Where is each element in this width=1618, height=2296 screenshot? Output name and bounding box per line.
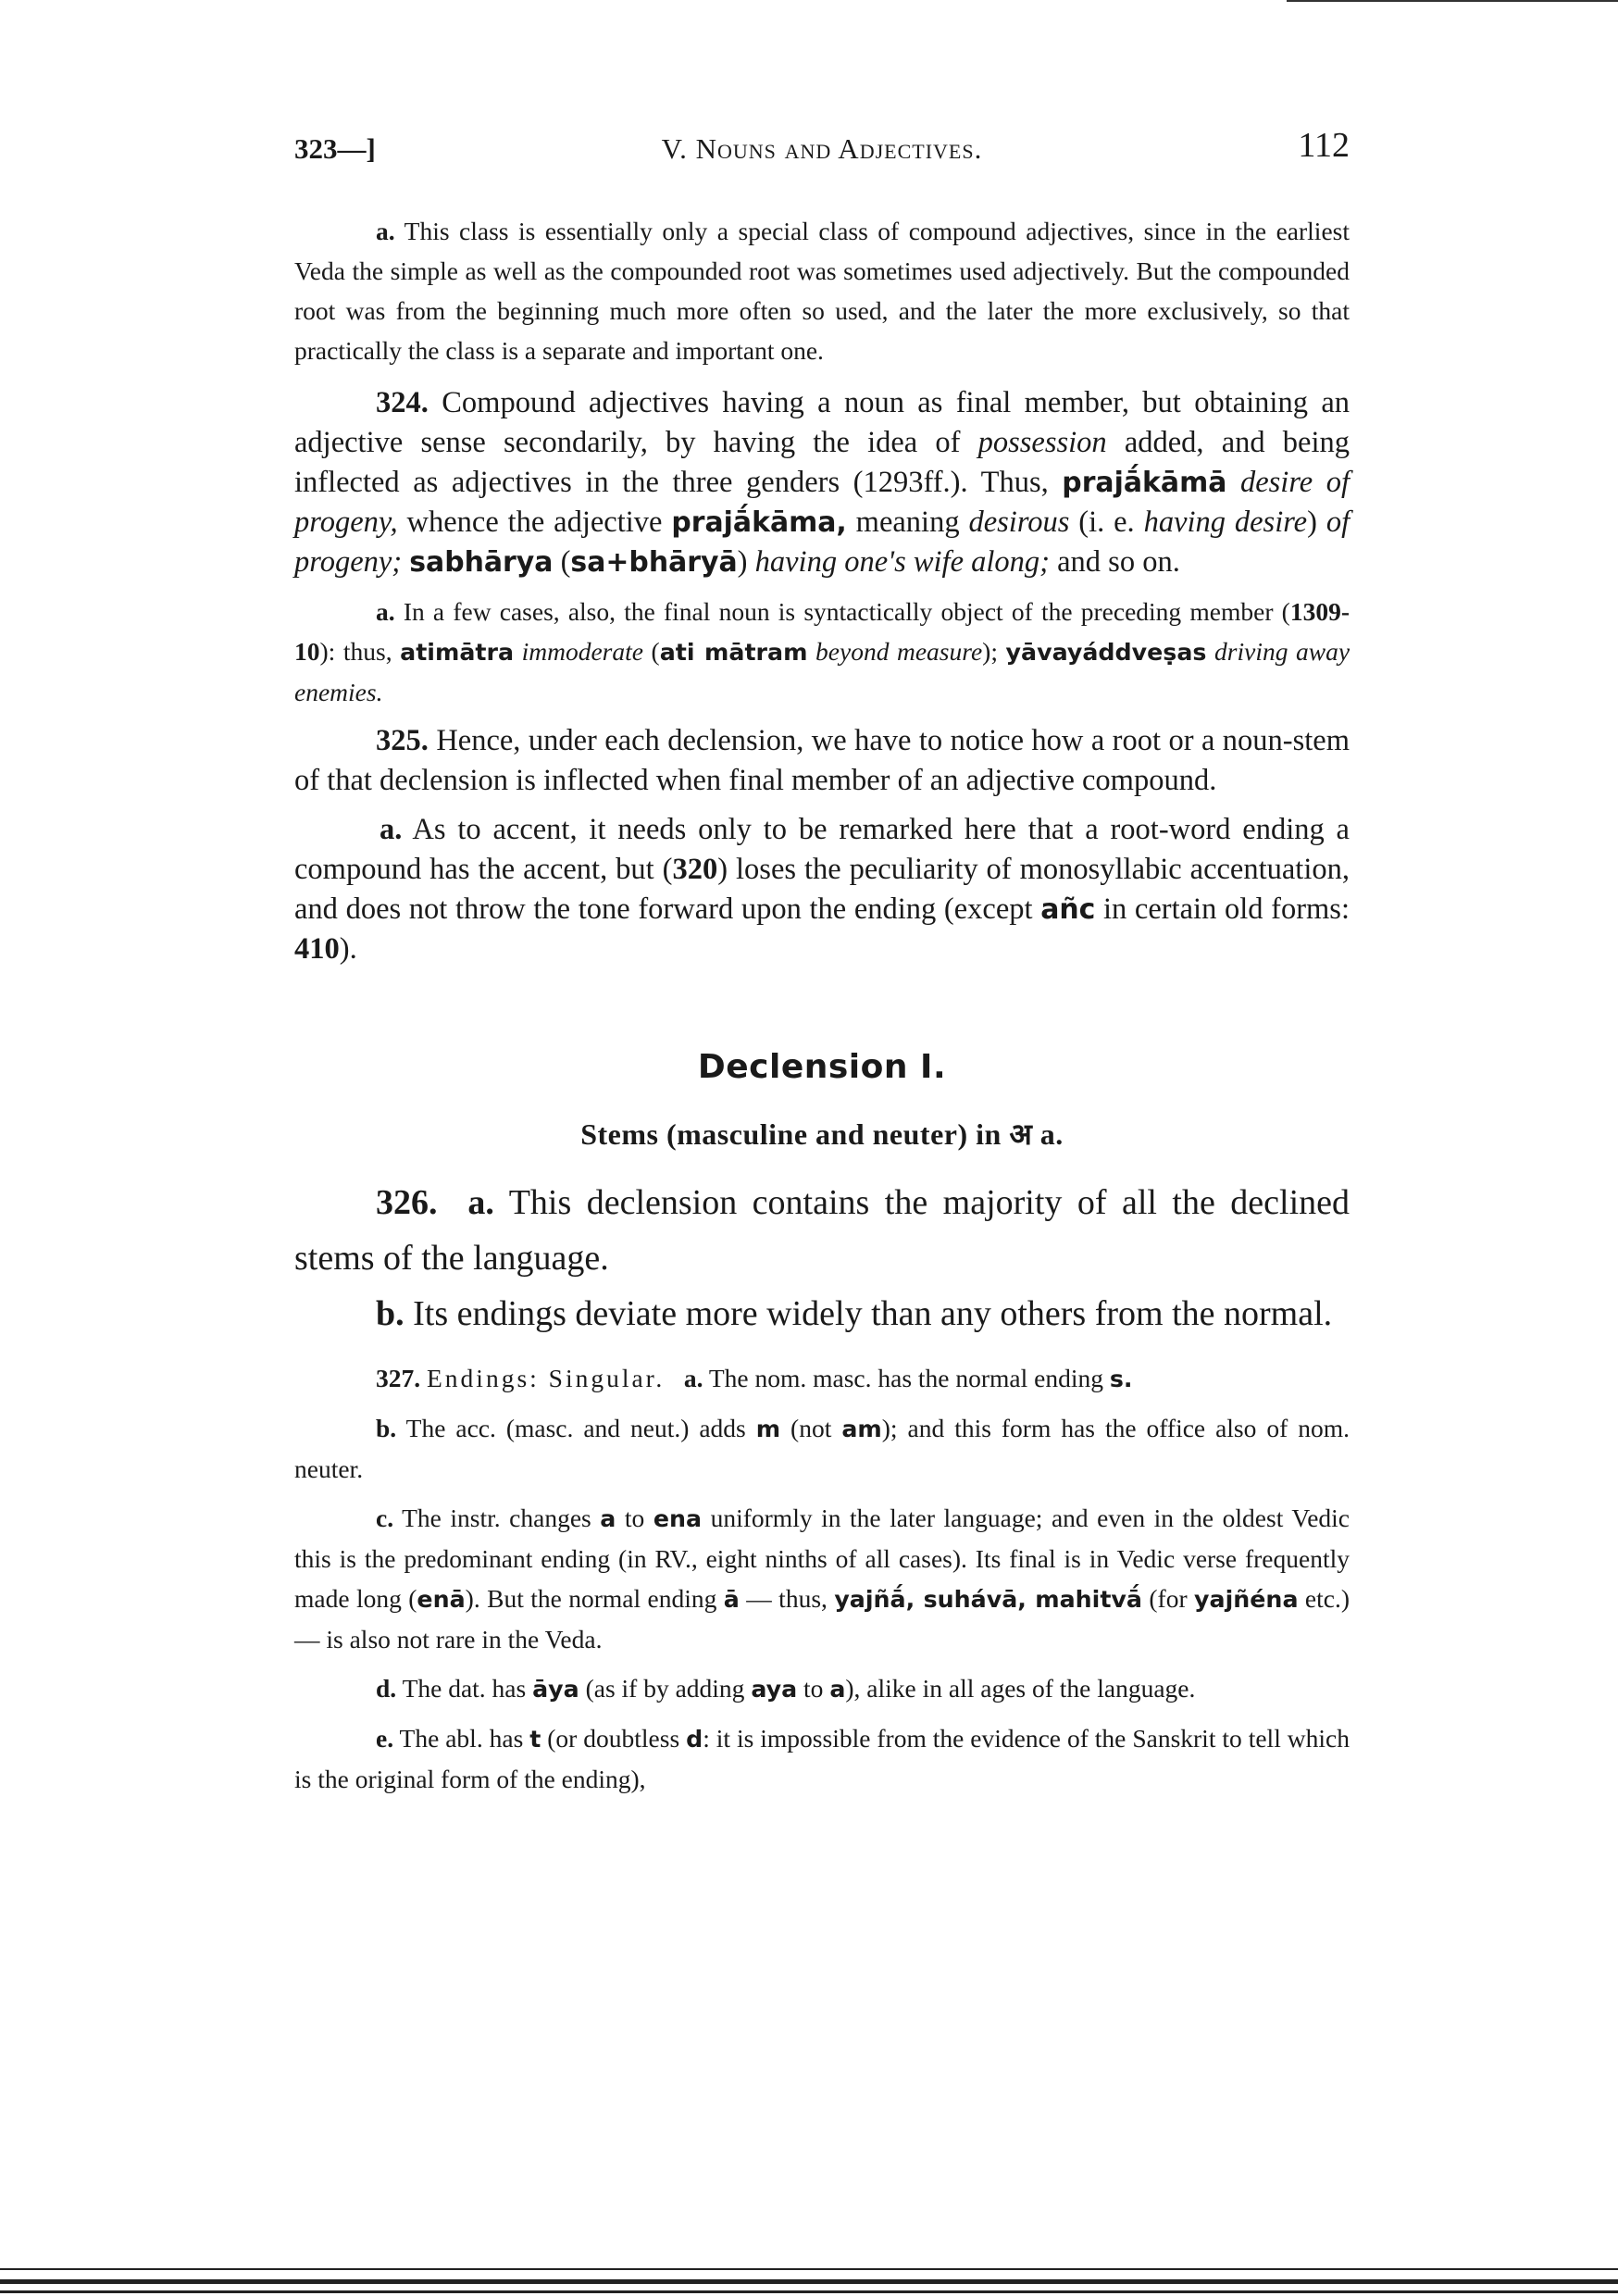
paragraph-327c: c. The instr. changes a to ena uniformly in the later language; and even in the oldest Vedic this is the predominant ending (in RV., eight ninths of all cases). Its final is in Vedic verse frequently made long (enā). But the normal ending ā — thus, yajñā́, suhávā, mahitvā́ (for yajñéna etc.) — is also not rare in the Veda. — [294, 1504, 1350, 1653]
section-number: 326. — [376, 1183, 438, 1222]
subsection-label: e. — [376, 1724, 394, 1753]
subsection-label: a. — [376, 597, 395, 626]
header-section-ref: 323—] — [294, 132, 376, 165]
paragraph-327d: d. The dat. has āya (as if by adding aya to a), alike in all ages of the language. — [376, 1674, 1196, 1703]
paragraph-324: 324. Compound adjectives having a noun as final member, but obtaining an adjective sense secondarily, by having the idea of possession added, and being inflected as adjectives in the three genders (1293ff.). Thus, prajā́kāmā desire of progeny, whence the adjective prajā́kāma, meaning desirous (i. e. having desire) of progeny; sabhārya (sa+bhāryā) having one's wife along; and so on. — [294, 386, 1350, 579]
page-body — [294, 211, 1350, 1799]
subsection-label: a. — [380, 813, 403, 846]
paragraph-text: This class is essentially only a special class of compound adjectives, since in the earliest Veda the simple as well as the compounded root was sometimes used adjectively. But the compounded root was from the beginning much more often so used, and the later the more exclusively, so that practically the class is a separate and important one. — [294, 217, 1350, 365]
paragraph-323a — [294, 211, 1350, 370]
devanagari-glyph: अ — [1009, 1117, 1033, 1152]
paragraph-327b: b. The acc. (masc. and neut.) adds m (not am); and this form has the office also of nom. neuter. — [294, 1414, 1350, 1483]
top-rule — [1287, 0, 1618, 2]
paragraph-327a: 327. Endings: Singular. a. The nom. masc. has the normal ending s. — [376, 1364, 1133, 1392]
section-number: 327. — [376, 1364, 421, 1392]
bottom-rule — [0, 2268, 1618, 2270]
subsection-label: a. — [376, 217, 395, 245]
running-header — [294, 125, 1350, 181]
bottom-rule — [0, 2279, 1618, 2284]
paragraph-326a: 326. a. This declension contains the majority of all the declined stems of the language. — [294, 1183, 1350, 1278]
paragraph-327e: e. The abl. has t (or doubtless d: it is impossible from the evidence of the Sanskrit to tell which is the original form of the ending), — [294, 1724, 1350, 1793]
header-chapter-title: V. Nouns and Adjectives. — [661, 132, 983, 165]
paragraph-325a: a. As to accent, it needs only to be remarked here that a root-word ending a compound has the accent, but (320) loses the peculiarity of monosyllabic accentuation, and does not throw the tone forward upon the ending (except añc in certain old forms: 410). — [294, 813, 1350, 966]
section-heading: Declension I. — [697, 1048, 947, 1086]
subsection-label: b. — [376, 1414, 397, 1442]
page-number: 112 — [1298, 126, 1350, 165]
subsection-label: a. — [683, 1364, 703, 1392]
section-number: 325. — [376, 724, 429, 757]
paragraph-326b: b. Its endings deviate more widely than any others from the normal. — [376, 1294, 1333, 1333]
subsection-label: b. — [376, 1294, 404, 1333]
section-number: 324. — [376, 386, 429, 419]
section-subheading: Stems (masculine and neuter) in अ a. — [580, 1117, 1064, 1152]
subsection-label: c. — [376, 1504, 394, 1532]
paragraph-324a: a. In a few cases, also, the final noun is syntactically object of the preceding member (1309-10): thus, atimātra immoderate (ati mātram beyond measure); yāvayáddveṣas driving away enemies. — [294, 597, 1350, 706]
subsection-label: a. — [467, 1183, 494, 1222]
bottom-rule — [0, 2290, 1618, 2293]
subsection-label: d. — [376, 1674, 397, 1703]
paragraph-325: 325. Hence, under each declension, we have to notice how a root or a noun-stem of that declension is inflected when final member of an adjective compound. — [294, 724, 1350, 797]
